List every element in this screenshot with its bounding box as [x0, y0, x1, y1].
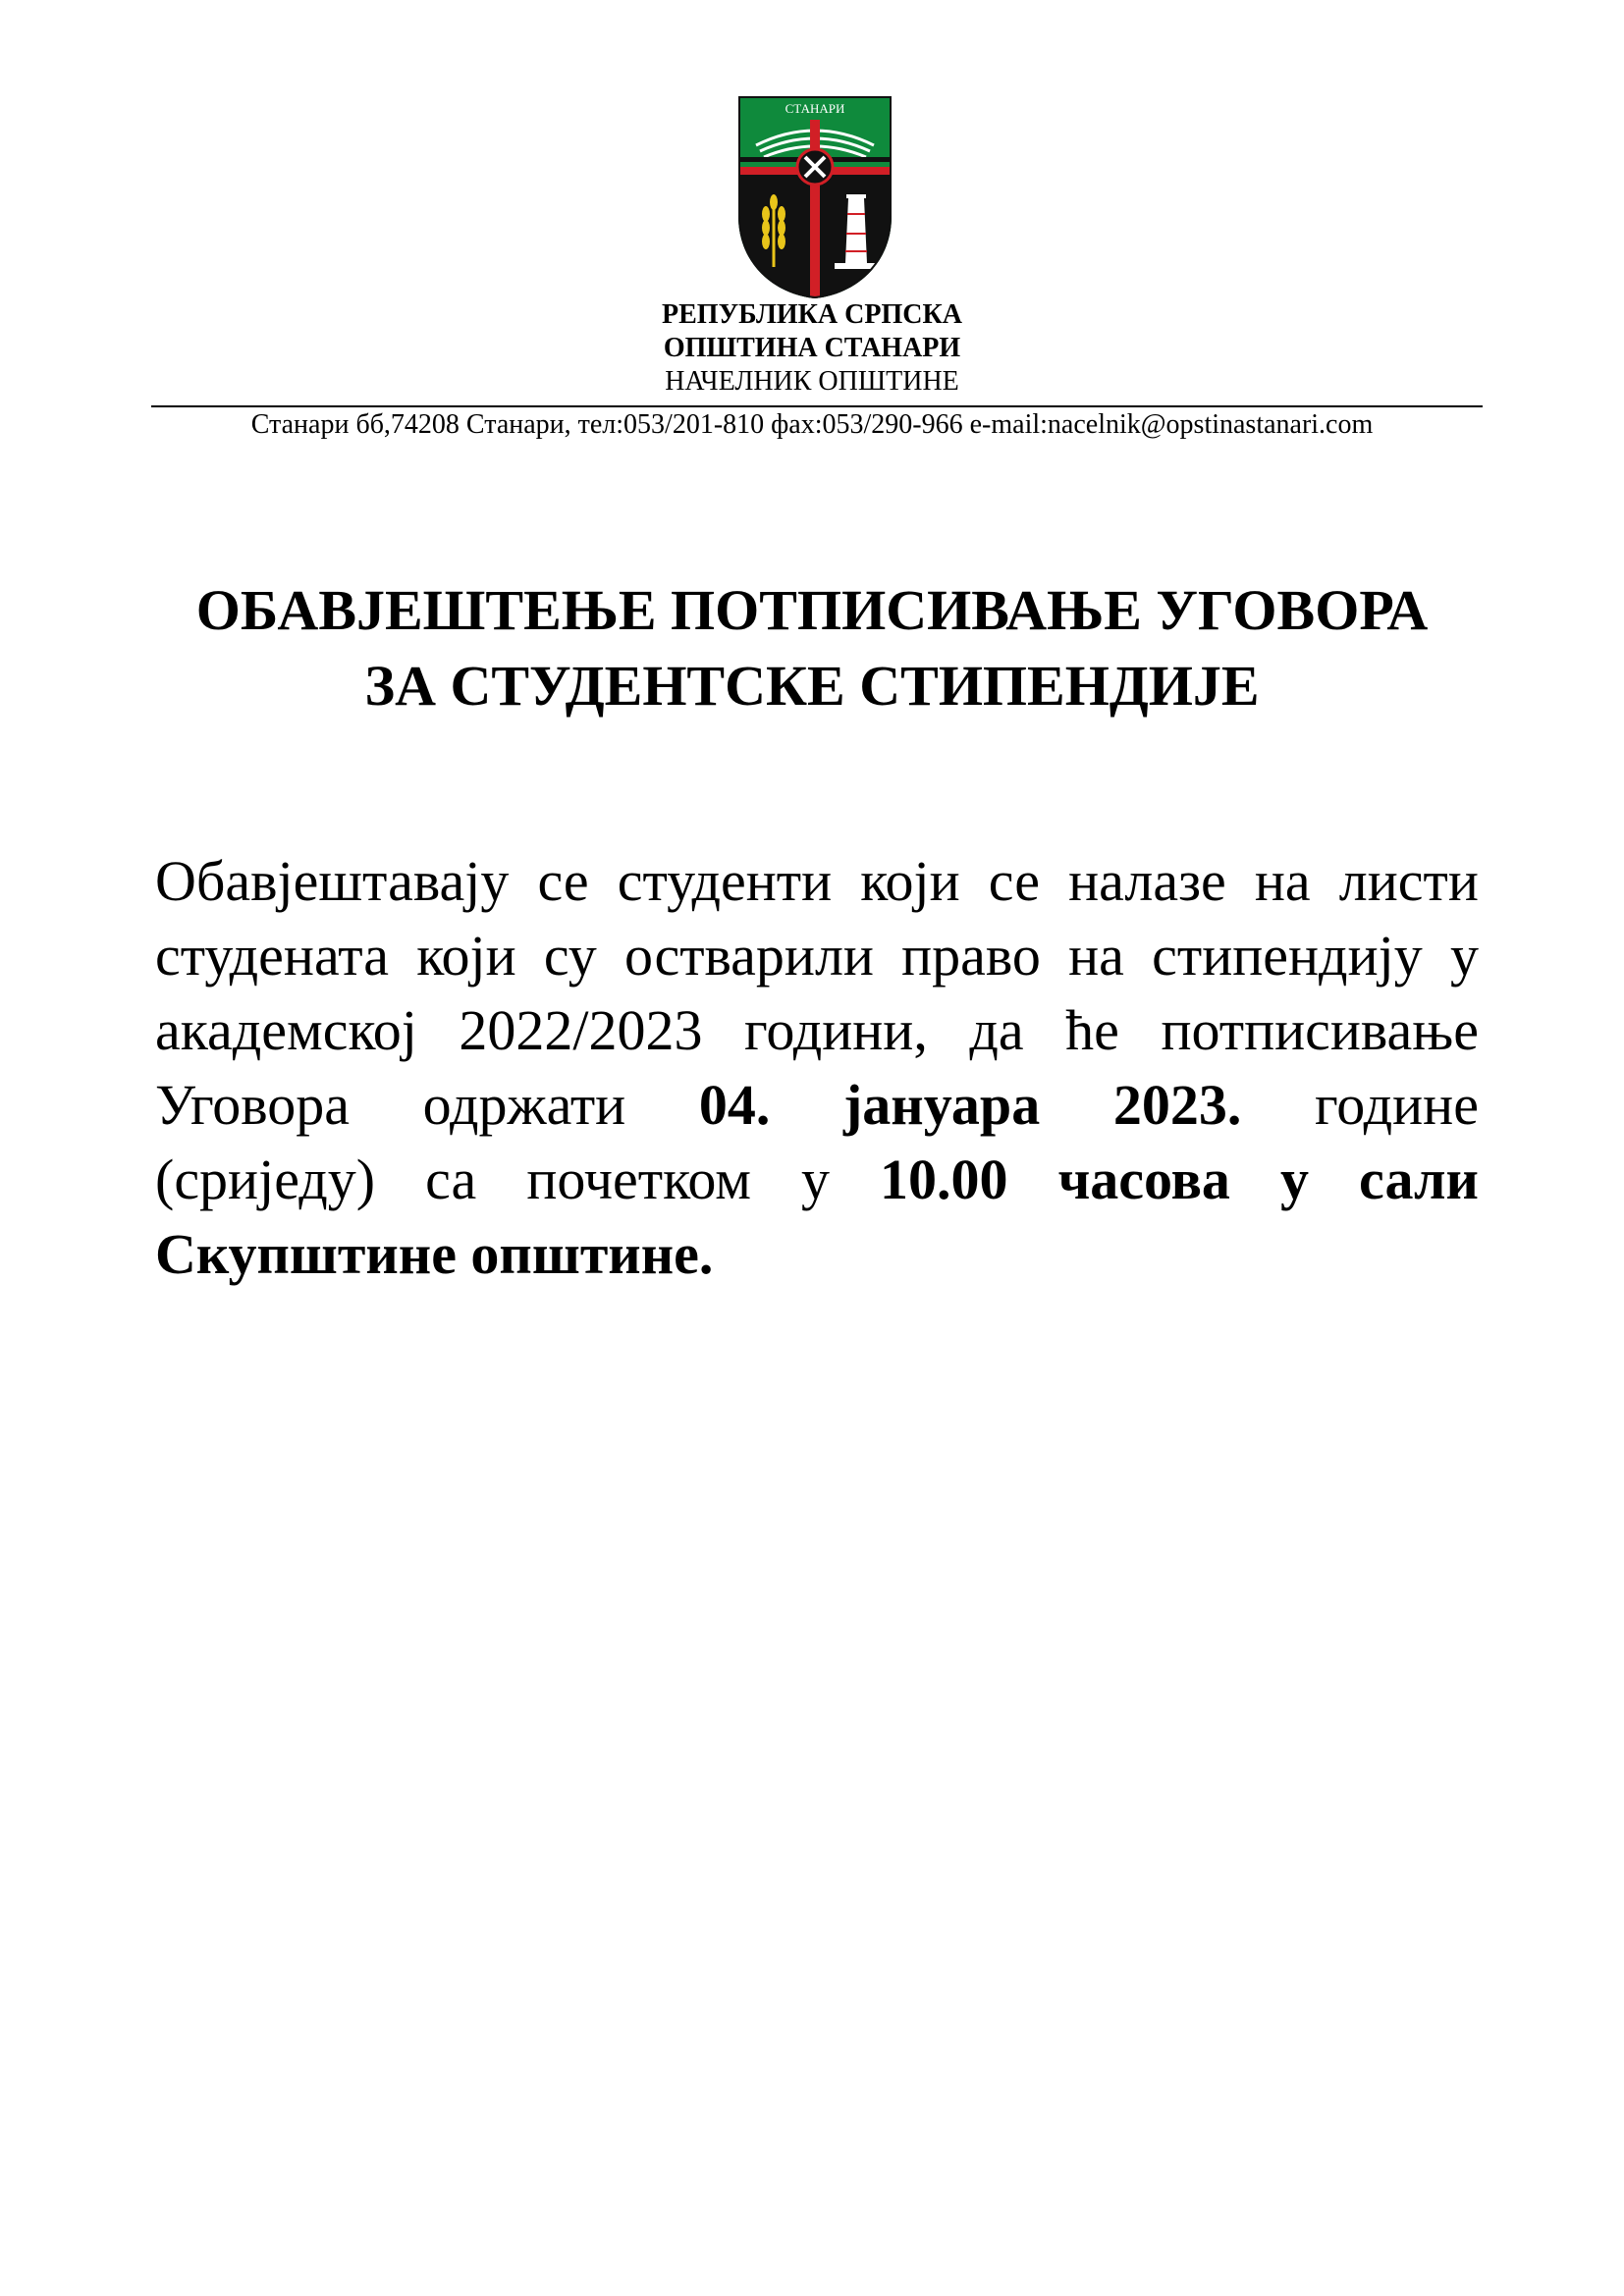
body-word: у [1279, 1148, 1309, 1211]
body-word: се [537, 849, 589, 913]
body-line-5 [155, 1143, 1479, 1217]
body-line-6 [155, 1217, 1479, 1292]
body-word: одржати [422, 1073, 626, 1137]
body-word: академској [155, 998, 417, 1062]
body-word: Уговора [155, 1073, 351, 1137]
body-word: који [860, 849, 960, 913]
body-word: да [969, 998, 1024, 1062]
body-word: Обавјештавају [155, 849, 510, 913]
body-word: на [1254, 849, 1311, 913]
body-word: 2022/2023 [459, 998, 703, 1062]
body-word: листи [1338, 849, 1479, 913]
notice-title-line-1: ОБАВЈЕШТЕЊЕ ПОТПИСИВАЊЕ УГОВОРА [195, 578, 1429, 642]
crest-label: СТАНАРИ [785, 101, 845, 116]
signing-date-month: јануара [842, 1073, 1041, 1137]
body-word: се [988, 849, 1040, 913]
body-word: који [416, 924, 516, 988]
body-word: стипендију [1152, 924, 1423, 988]
body-line-2 [155, 919, 1479, 993]
body-line-4 [155, 1068, 1479, 1143]
body-word: сали [1359, 1148, 1479, 1211]
body-line-3 [155, 993, 1479, 1068]
signing-date-day: 04. [698, 1073, 771, 1137]
body-word: са [425, 1148, 477, 1211]
notice-body [155, 844, 1479, 1292]
body-word: су [543, 924, 597, 988]
body-word: право [901, 924, 1041, 988]
body-word: (сриједу) [155, 1148, 376, 1211]
signing-time: 10.00 [880, 1148, 1008, 1211]
header-divider [151, 405, 1483, 407]
body-word: налазе [1068, 849, 1226, 913]
body-word: у [801, 1148, 830, 1211]
crest-shield-icon [738, 96, 892, 298]
header-municipality: ОПШТИНА СТАНАРИ [663, 333, 961, 363]
body-word: на [1068, 924, 1124, 988]
body-word: потписивање [1161, 998, 1479, 1062]
header-contact-line: Станари бб,74208 Станари, тел:053/201-810 фах:053/290-966 e-mail:nacelnik@opstinastanari.com [250, 409, 1374, 440]
body-word: студенти [617, 849, 833, 913]
notice-title-line-2: ЗА СТУДЕНТСКЕ СТИПЕНДИЈЕ [364, 654, 1260, 718]
body-word: почетком [526, 1148, 751, 1211]
body-line-1 [155, 844, 1479, 919]
body-word: остварили [624, 924, 874, 988]
header-republic: РЕПУБЛИКА СРПСКА [662, 299, 962, 330]
header-office: НАЧЕЛНИК ОПШТИНЕ [665, 366, 959, 397]
signing-date-year: 2023. [1112, 1073, 1242, 1137]
body-word: ће [1065, 998, 1119, 1062]
body-word: студената [155, 924, 390, 988]
body-word: години, [744, 998, 928, 1062]
municipality-crest [738, 96, 892, 298]
body-word: године [1314, 1073, 1479, 1137]
signing-time-unit: часова [1057, 1148, 1230, 1211]
signing-location: Скупштине општине. [155, 1222, 714, 1286]
body-word: у [1449, 924, 1479, 988]
